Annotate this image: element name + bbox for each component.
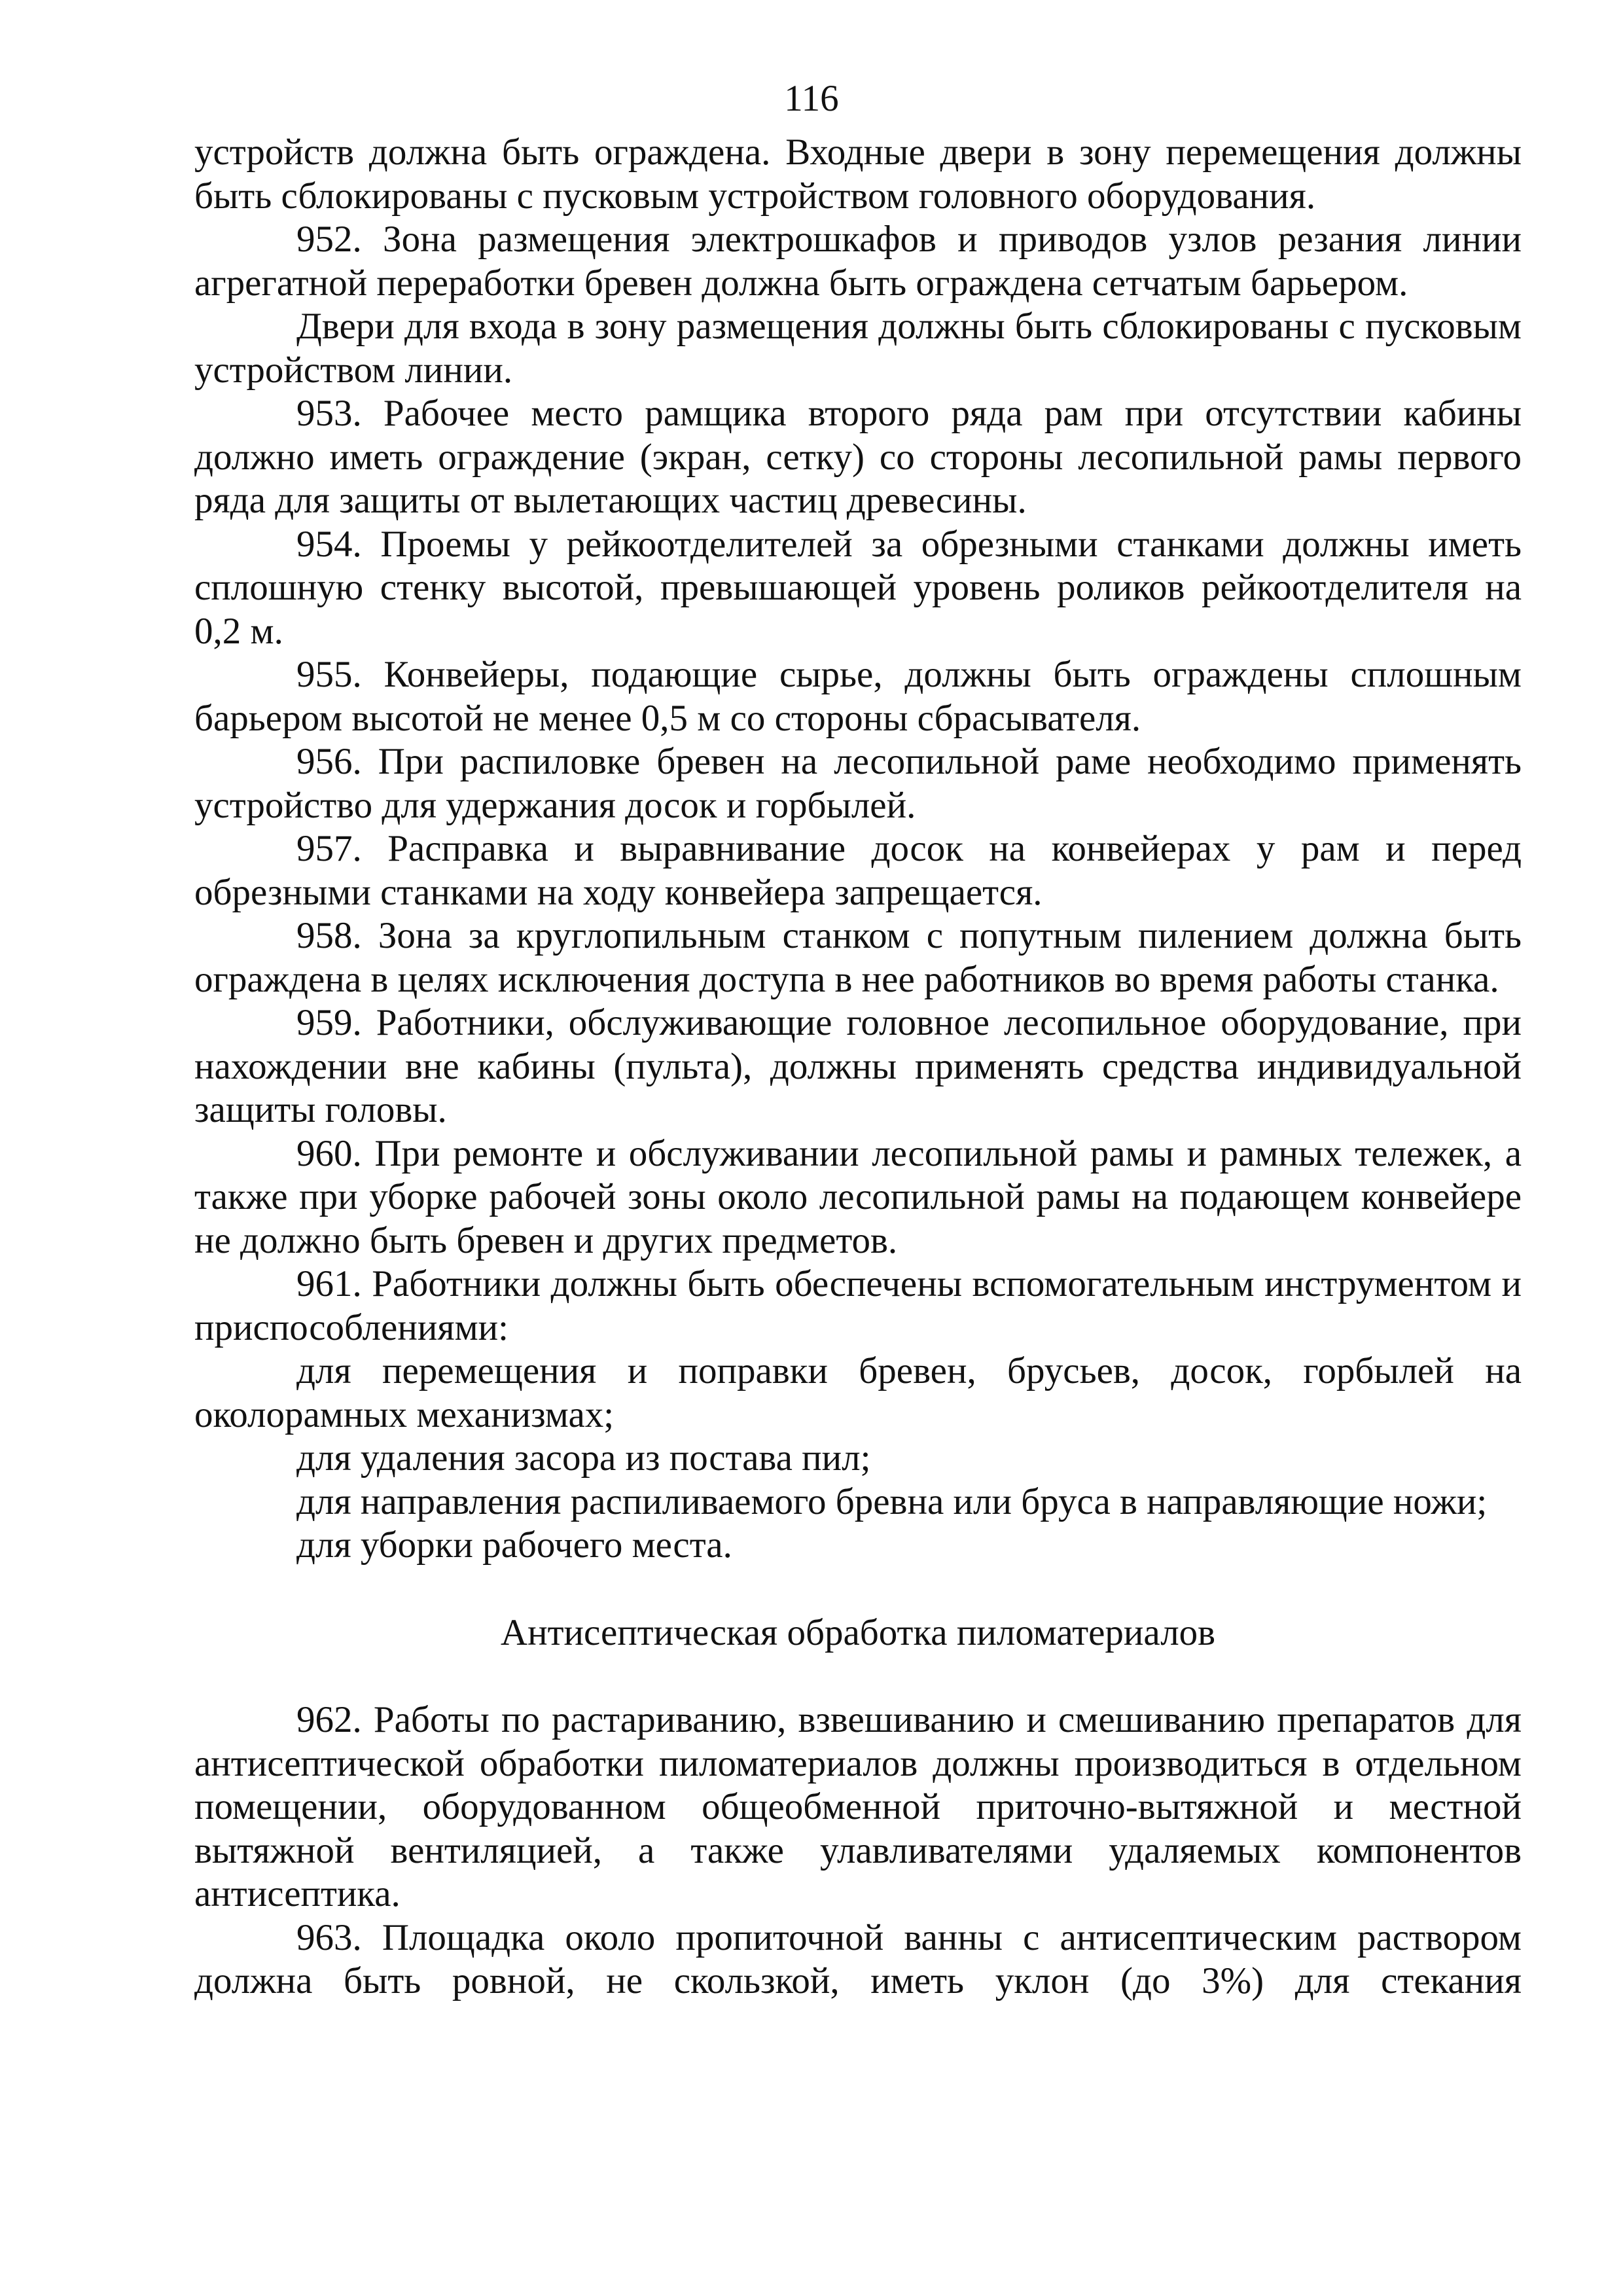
paragraph-continuation: устройств должна быть ограждена. Входные двери в зону перемещения должны быть сблокированы с пусковым устройством головного оборудования. [194, 132, 1522, 217]
paragraph-957: 957. Расправка и выравнивание досок на конвейерах у рам и перед обрезными станками на ходу конвейера запрещается. [194, 828, 1522, 913]
list-item-clearing-saws: для удаления засора из постава пил; [296, 1437, 871, 1479]
list-item-guiding-log: для направления распиливаемого бревна или бруса в направляющие ножи; [296, 1480, 1488, 1522]
document-body [194, 131, 1522, 2003]
list-item-cleaning-workplace: для уборки рабочего места. [296, 1524, 732, 1566]
paragraph-954: 954. Проемы у рейкоотделителей за обрезными станками должны иметь сплошную стенку высотой, превышающей уровень роликов рейкоотделителя на 0,2 м. [194, 523, 1522, 652]
paragraph-952: 952. Зона размещения электрошкафов и приводов узлов резания линии агрегатной переработки бревен должна быть ограждена сетчатым барьером. [194, 219, 1522, 304]
page-number: 116 [784, 78, 839, 119]
paragraph-956: 956. При распиловке бревен на лесопильной раме необходимо применять устройство для удержания досок и горбылей. [194, 741, 1522, 826]
paragraph-959: 959. Работники, обслуживающие головное лесопильное оборудование, при нахождении вне кабины (пульта), должны применять средства индивидуальной защиты головы. [194, 1002, 1522, 1130]
list-item-moving-logs: для перемещения и поправки бревен, брусьев, досок, горбылей на околорамных механизмах; [194, 1350, 1522, 1435]
paragraph-962: 962. Работы по растариванию, взвешиванию и смешиванию препаратов для антисептической обработки пиломатериалов должны производиться в отдельном помещении, оборудованном общеобменной приточно-вытяжной и местной вытяжной вентиляцией, а также улавливателями удаляемых компонентов антисептика. [194, 1699, 1522, 1914]
paragraph-952-doors: Двери для входа в зону размещения должны быть сблокированы с пусковым устройством линии. [194, 306, 1522, 391]
paragraph-961: 961. Работники должны быть обеспечены вспомогательным инструментом и приспособлениями: [194, 1263, 1522, 1348]
paragraph-958: 958. Зона за круглопильным станком с попутным пилением должна быть ограждена в целях исключения доступа в нее работников во время работы станка. [194, 915, 1522, 1000]
paragraph-953: 953. Рабочее место рамщика второго ряда рам при отсутствии кабины должно иметь ограждение (экран, сетку) со стороны лесопильной рамы первого ряда для защиты от вылетающих частиц древесины. [194, 393, 1522, 521]
paragraph-963: 963. Площадка около пропиточной ванны с антисептическим раствором должна быть ровной, не скользкой, иметь уклон (до 3%) для стекания [194, 1916, 1522, 2001]
section-heading: Антисептическая обработка пиломатериалов [500, 1611, 1216, 1653]
paragraph-960: 960. При ремонте и обслуживании лесопильной рамы и рамных тележек, а также при уборке рабочей зоны около лесопильной рамы на подающем конвейере не должно быть бревен и других предметов. [194, 1132, 1522, 1261]
paragraph-955: 955. Конвейеры, подающие сырье, должны быть ограждены сплошным барьером высотой не менее 0,5 м со стороны сбрасывателя. [194, 654, 1522, 739]
